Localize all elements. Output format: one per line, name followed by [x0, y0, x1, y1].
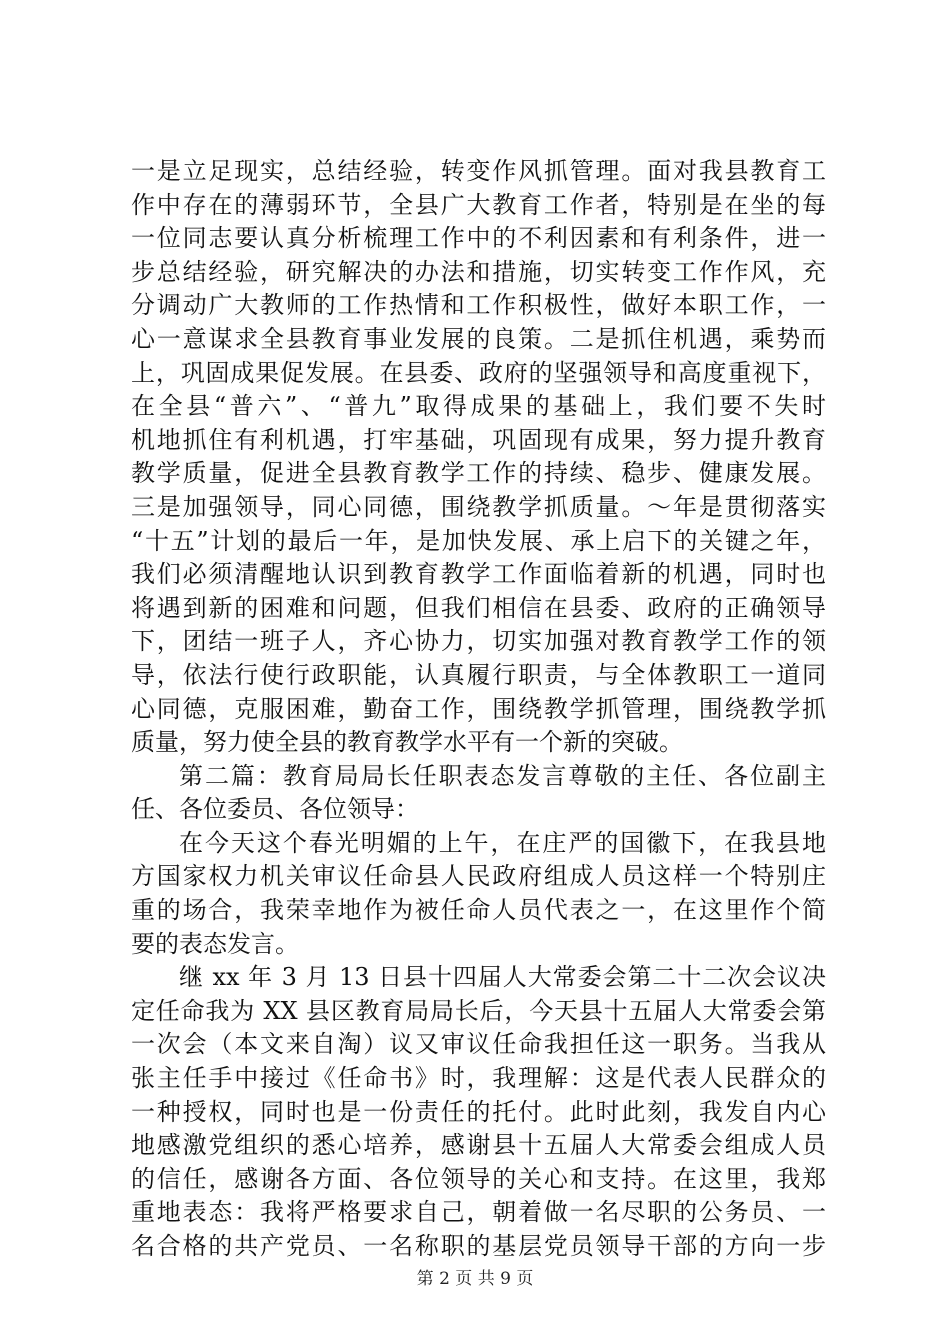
text-line: 导，依法行使行政职能，认真履行职责，与全体教职工一道同	[131, 660, 826, 689]
text-line: 心同德，克服困难，勤奋工作，围绕教学抓管理，围绕教学抓	[131, 694, 826, 723]
text-line: 第二篇：教育局局长任职表态发言尊敬的主任、各位副主	[179, 761, 826, 790]
text-line: “十五”计划的最后一年，是加快发展、承上启下的关键之年，	[131, 526, 826, 555]
text-line: 下，团结一班子人，齐心协力，切实加强对教育教学工作的领	[131, 627, 826, 656]
text-line: 任、各位委员、各位领导：	[131, 795, 419, 824]
text-line: 将遇到新的困难和问题，但我们相信在县委、政府的正确领导	[131, 593, 826, 622]
text-line: 机地抓住有利机遇，打牢基础，巩固现有成果，努力提升教育	[131, 425, 826, 454]
text-line: 名合格的共产党员、一名称职的基层党员领导干部的方向一步	[131, 1232, 826, 1260]
text-line: 一次会（本文来自淘）议又审议任命我担任这一职务。当我从	[131, 1030, 826, 1059]
text-line: 教学质量，促进全县教育教学工作的持续、稳步、健康发展。	[131, 459, 826, 488]
text-line: 继 xx 年 3 月 13 日县十四届人大常委会第二十二次会议决	[179, 963, 826, 992]
text-line: 质量，努力使全县的教育教学水平有一个新的突破。	[131, 728, 683, 757]
text-line: 上，巩固成果促发展。在县委、政府的坚强领导和高度重视下，	[131, 358, 826, 387]
text-line: 在全县“普六”、“普九”取得成果的基础上，我们要不失时	[131, 392, 826, 421]
text-line: 定任命我为 XX 县区教育局局长后，今天县十五届人大常委会第	[131, 996, 826, 1025]
text-line: 步总结经验，研究解决的办法和措施，切实转变工作作风，充	[131, 257, 826, 286]
text-line: 方国家权力机关审议任命县人民政府组成人员这样一个特别庄	[131, 862, 826, 891]
text-line: 重地表态：我将严格要求自己，朝着做一名尽职的公务员、一	[131, 1198, 826, 1227]
text-line: 在今天这个春光明媚的上午，在庄严的国徽下，在我县地	[179, 828, 826, 857]
text-line: 作中存在的薄弱环节，全县广大教育工作者，特别是在坐的每	[131, 190, 826, 219]
text-line: 一是立足现实，总结经验，转变作风抓管理。面对我县教育工	[131, 157, 826, 185]
text-line: 重的场合，我荣幸地作为被任命人员代表之一，在这里作个简	[131, 896, 826, 925]
text-line: 三是加强领导，同心同德，围绕教学抓质量。～年是贯彻落实	[131, 492, 826, 521]
text-line: 一种授权，同时也是一份责任的托付。此时此刻，我发自内心	[131, 1097, 826, 1126]
text-line: 张主任手中接过《任命书》时，我理解：这是代表人民群众的	[131, 1064, 826, 1093]
text-line: 的信任，感谢各方面、各位领导的关心和支持。在这里，我郑	[131, 1164, 826, 1193]
document-body	[131, 155, 826, 1264]
text-line: 分调动广大教师的工作热情和工作积极性，做好本职工作，一	[131, 291, 826, 320]
text-line: 一位同志要认真分析梳理工作中的不利因素和有利条件，进一	[131, 224, 826, 253]
text-line: 心一意谋求全县教育事业发展的良策。二是抓住机遇，乘势而	[131, 324, 826, 353]
page-footer: 第 2 页 共 9 页	[416, 1269, 534, 1289]
text-line: 地感激党组织的悉心培养，感谢县十五届人大常委会组成人员	[131, 1131, 826, 1160]
text-line: 我们必须清醒地认识到教育教学工作面临着新的机遇，同时也	[131, 560, 826, 589]
text-line: 要的表态发言。	[131, 929, 299, 958]
